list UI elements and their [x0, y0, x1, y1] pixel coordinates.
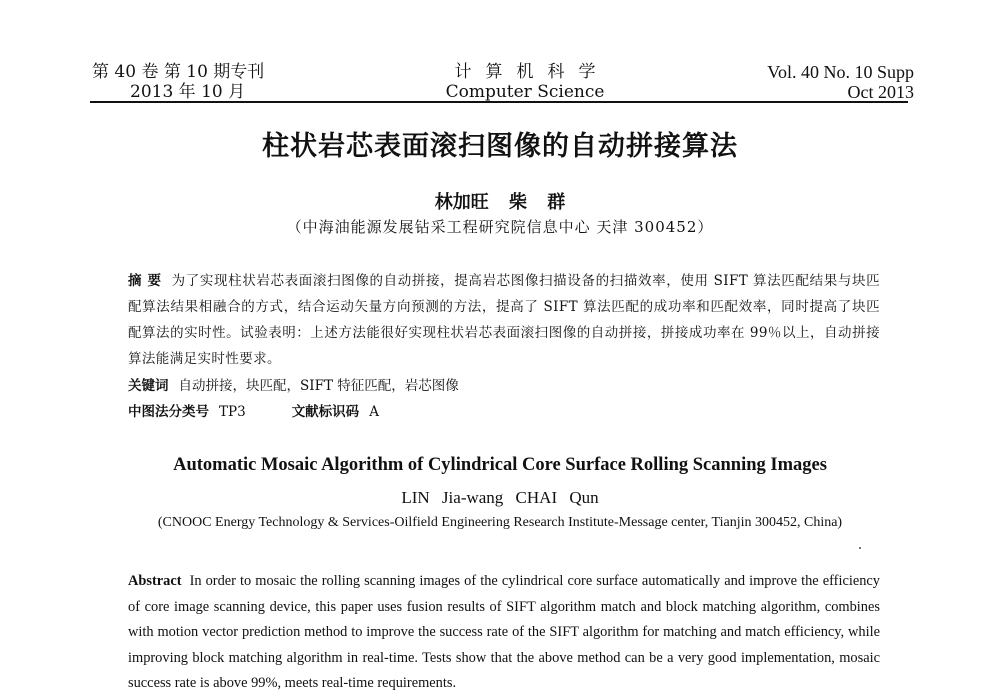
abstract-en-label: Abstract	[128, 573, 182, 589]
journal-name	[440, 62, 610, 102]
issue-date: 2013 年 10 月	[130, 82, 246, 102]
abstract-cn	[128, 268, 880, 372]
keywords-cn	[128, 374, 459, 398]
journal-name-en: Computer Science	[445, 82, 605, 102]
date-en: Oct 2013	[847, 82, 914, 102]
journal-issue-info	[92, 62, 264, 102]
authors-cn: 林加旺 柴 群	[434, 192, 566, 213]
header-rule	[90, 101, 908, 103]
clc-label: 中图法分类号	[128, 404, 209, 420]
abstract-cn-text: 为了实现柱状岩芯表面滚扫图像的自动拼接，提高岩芯图像扫描设备的扫描效率，使用 SIFT 算法匹配结果与块匹配算法结果相融合的方式，结合运动矢量方向预测的方法，提高了 SIFT 算法匹配的成功率和匹配效率，同时提高了块匹配算法的实时性。试验表明：上述方法能很好实现柱状岩芯表面滚扫图像的自动拼接，拼接成功率在 99％以上，自动拼接算法能满足实时性要求。	[128, 273, 881, 367]
abstract-en-text: In order to mosaic the rolling scanning images of the cylindrical core surface automatically and improve the efficiency of core image scanning device, this paper uses fusion results of SIFT algorithm match and block matching algorithm, combines with motion vector prediction method to improve the success rate of the SIFT algorithm for matching and match efficiency, while improving block matching algorithm in real-time. Tests show that the above method can be a very good implementation, mosaic success rate is above 99%, meets real-time requirements.	[128, 573, 880, 691]
volume-issue: 第 40 卷 第 10 期专刊	[92, 62, 265, 82]
abstract-en	[128, 569, 880, 697]
clc-value: TP3	[219, 404, 246, 420]
speck-mark	[859, 547, 861, 549]
journal-name-cn: 计算机科学	[454, 62, 610, 82]
classification-line	[128, 400, 379, 424]
journal-volume-en	[767, 62, 914, 102]
doc-code-label: 文献标识码	[291, 404, 360, 420]
keywords-cn-label: 关键词	[128, 378, 169, 394]
paper-title-cn: 柱状岩芯表面滚扫图像的自动拼接算法	[262, 131, 738, 162]
doc-code-value: A	[369, 404, 379, 420]
affiliation-cn: （中海油能源发展钻采工程研究院信息中心 天津 300452）	[286, 218, 714, 236]
abstract-cn-label: 摘 要	[128, 273, 162, 289]
keywords-cn-text: 自动拼接，块匹配，SIFT 特征匹配，岩芯图像	[178, 378, 459, 394]
volume-en: Vol. 40 No. 10 Supp	[767, 62, 914, 82]
paper-title-en: Automatic Mosaic Algorithm of Cylindrical Core Surface Rolling Scanning Images	[173, 455, 827, 475]
affiliation-en: (CNOOC Energy Technology & Services-Oilfield Engineering Research Institute-Message center, Tianjin 300452, China)	[157, 515, 843, 530]
authors-en: LIN Jia-wang CHAI Qun	[401, 488, 599, 507]
